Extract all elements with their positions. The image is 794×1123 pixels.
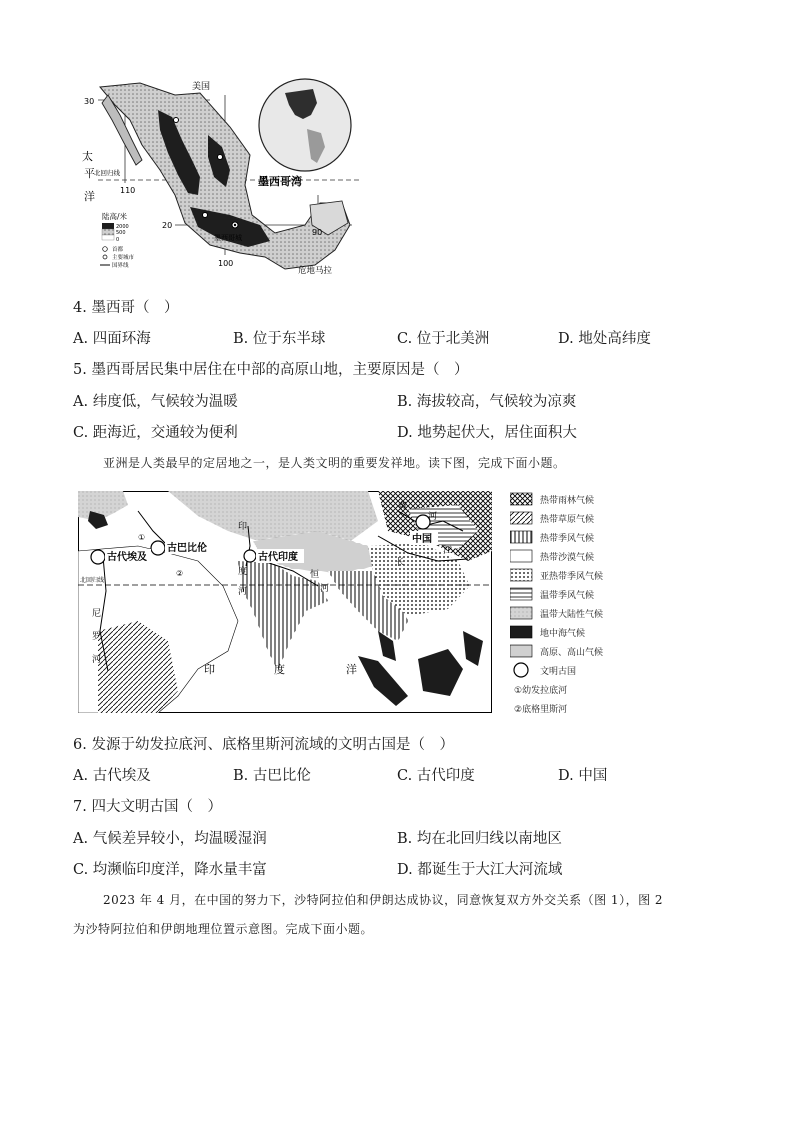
label-pacific-3: 洋 <box>84 190 95 203</box>
legend-tropical-monsoon: 热带季风气候 <box>540 534 595 544</box>
intro-saudi-line1: 2023 年 4 月，在中国的努力下，沙特阿拉伯和伊朗达成协议，同意恢复双方外交关系（图 1），图 2 <box>103 893 664 907</box>
q7-option-b[interactable]: B. 均在北回归线以南地区 <box>397 831 562 847</box>
q7-option-d[interactable]: D. 都诞生于大江大河流域 <box>397 862 563 878</box>
label-lat-20: 20 <box>162 221 173 230</box>
label-circle1: ① <box>138 533 146 542</box>
legend-euphrates: ①幼发拉底河 <box>514 686 568 696</box>
swatch-continental <box>510 607 532 619</box>
q6-option-d[interactable]: D. 中国 <box>558 768 608 784</box>
swatch-desert <box>510 550 532 562</box>
city-dot <box>174 118 179 123</box>
legend-swatch-2000 <box>102 223 114 229</box>
legend-mediterranean: 地中海气候 <box>540 629 586 639</box>
label-ocean-1: 印 <box>204 663 215 676</box>
swatch-rainforest <box>510 493 532 505</box>
label-tropic: 北回归线 <box>94 169 120 177</box>
label-usa: 美国 <box>192 82 211 92</box>
label-lon-90: 90 <box>312 228 323 237</box>
legend-savanna: 热带草原气候 <box>540 515 595 525</box>
swatch-plateau <box>510 645 532 657</box>
q4-stem: 4. 墨西哥（ ） <box>73 300 179 316</box>
label-yangtze-1: 长 <box>396 558 406 568</box>
label-ganges-1: 恒 <box>310 570 320 580</box>
legend-h500: 500 <box>116 230 126 236</box>
label-pacific-1: 太 <box>82 150 93 163</box>
legend-city-symbol <box>103 255 107 259</box>
q5-stem: 5. 墨西哥居民集中居住在中部的高原山地，主要原因是（ ） <box>73 362 469 378</box>
label-lat-30: 30 <box>84 97 95 106</box>
q5-option-d[interactable]: D. 地势起伏大，居住面积大 <box>397 425 577 441</box>
label-yellow-1: 黄 <box>398 502 408 512</box>
q5-option-a[interactable]: A. 纬度低，气候较为温暖 <box>73 394 238 410</box>
label-india: 古代印度 <box>258 552 298 563</box>
q4-option-b[interactable]: B. 位于东半球 <box>233 331 326 347</box>
intro-saudi-line2: 为沙特阿拉伯和伊朗地理位置示意图。完成下面小题。 <box>73 922 374 936</box>
q4-option-d[interactable]: D. 地处高纬度 <box>558 331 651 347</box>
label-nile-2: 罗 <box>92 632 102 642</box>
q4-option-a[interactable]: A. 四面环海 <box>73 331 151 347</box>
label-nile-1: 尼 <box>92 609 102 619</box>
legend-border: 国界线 <box>112 263 129 269</box>
legend-swatch-500 <box>102 229 114 235</box>
q6-option-a[interactable]: A. 古代埃及 <box>73 768 151 784</box>
label-ganges-2: 河 <box>320 584 330 594</box>
legend-temperate-monsoon: 温带季风气候 <box>540 591 595 601</box>
legend-title: 陆高/米 <box>102 212 128 221</box>
capital-dot-center <box>234 224 236 226</box>
legend-desert: 热带沙漠气候 <box>540 553 595 563</box>
globe-inset <box>255 75 355 175</box>
label-yellow-2: 河 <box>428 512 438 522</box>
label-indus-3: 度 <box>238 567 248 577</box>
label-ocean-3: 洋 <box>346 663 357 676</box>
label-nile-3: 河 <box>92 655 102 665</box>
civ-marker-babylon <box>151 541 165 555</box>
q7-option-a[interactable]: A. 气候差异较小，均温暖湿润 <box>73 831 267 847</box>
q5-option-b[interactable]: B. 海拔较高，气候较为凉爽 <box>397 394 577 410</box>
label-guatemala: 危地马拉 <box>298 266 333 276</box>
label-ocean-2: 度 <box>274 663 285 676</box>
legend-capital: 首都 <box>112 247 124 253</box>
swatch-temperate-monsoon <box>510 588 532 600</box>
asia-climate-map <box>78 491 492 713</box>
label-pacific-2: 平 <box>84 167 95 180</box>
label-yangtze-2: 江 <box>443 546 453 556</box>
q7-stem: 7. 四大文明古国（ ） <box>73 799 222 815</box>
legend-h0: 0 <box>116 237 120 243</box>
label-babylon: 古巴比伦 <box>167 543 207 554</box>
legend-capital-symbol <box>103 247 108 252</box>
label-lon-110: 110 <box>120 186 136 195</box>
label-circle2: ② <box>176 569 184 578</box>
legend-plateau: 高原、高山气候 <box>540 648 604 658</box>
q5-option-c[interactable]: C. 距海近，交通较为便利 <box>73 425 238 441</box>
legend-continental: 温带大陆性气候 <box>540 610 604 620</box>
label-capital: 墨西哥城 <box>214 234 242 242</box>
intro-asia: 亚洲是人类最早的定居地之一，是人类文明的重要发祥地。读下图，完成下面小题。 <box>103 456 566 470</box>
legend-civilization: 文明古国 <box>540 667 577 677</box>
legend-swatch-0 <box>102 235 114 240</box>
legend-h2000: 2000 <box>116 224 129 230</box>
label-egypt: 古代埃及 <box>107 552 147 563</box>
label-indus-1: 印 <box>238 522 248 532</box>
city-dot <box>218 155 223 160</box>
label-gulf: 墨西哥湾 <box>258 175 302 188</box>
swatch-mediterranean <box>510 626 532 638</box>
label-lon-100: 100 <box>218 259 234 268</box>
swatch-savanna <box>510 512 532 524</box>
legend-subtropical-monsoon: 亚热带季风气候 <box>540 572 604 582</box>
q6-option-b[interactable]: B. 古巴比伦 <box>233 768 311 784</box>
swatch-subtropical-monsoon <box>510 569 532 581</box>
q6-option-c[interactable]: C. 古代印度 <box>397 768 475 784</box>
q7-option-c[interactable]: C. 均濒临印度洋，降水量丰富 <box>73 862 267 878</box>
legend-rainforest: 热带雨林气候 <box>540 496 595 506</box>
civ-marker-egypt <box>91 550 105 564</box>
mexico-legend <box>100 211 135 269</box>
swatch-tropical-monsoon <box>510 531 532 543</box>
q4-option-c[interactable]: C. 位于北美洲 <box>397 331 490 347</box>
legend-tigris: ②底格里斯河 <box>514 705 568 715</box>
q6-stem: 6. 发源于幼发拉底河、底格里斯河流域的文明古国是（ ） <box>73 737 454 753</box>
swatch-civilization <box>514 663 528 677</box>
civ-marker-india <box>244 550 256 562</box>
label-indus-2: 河 <box>238 587 248 597</box>
city-dot <box>203 213 208 218</box>
label-tropic: 北回归线 <box>80 577 105 584</box>
legend-city: 主要城市 <box>112 255 135 261</box>
label-china: 中国 <box>412 534 432 545</box>
